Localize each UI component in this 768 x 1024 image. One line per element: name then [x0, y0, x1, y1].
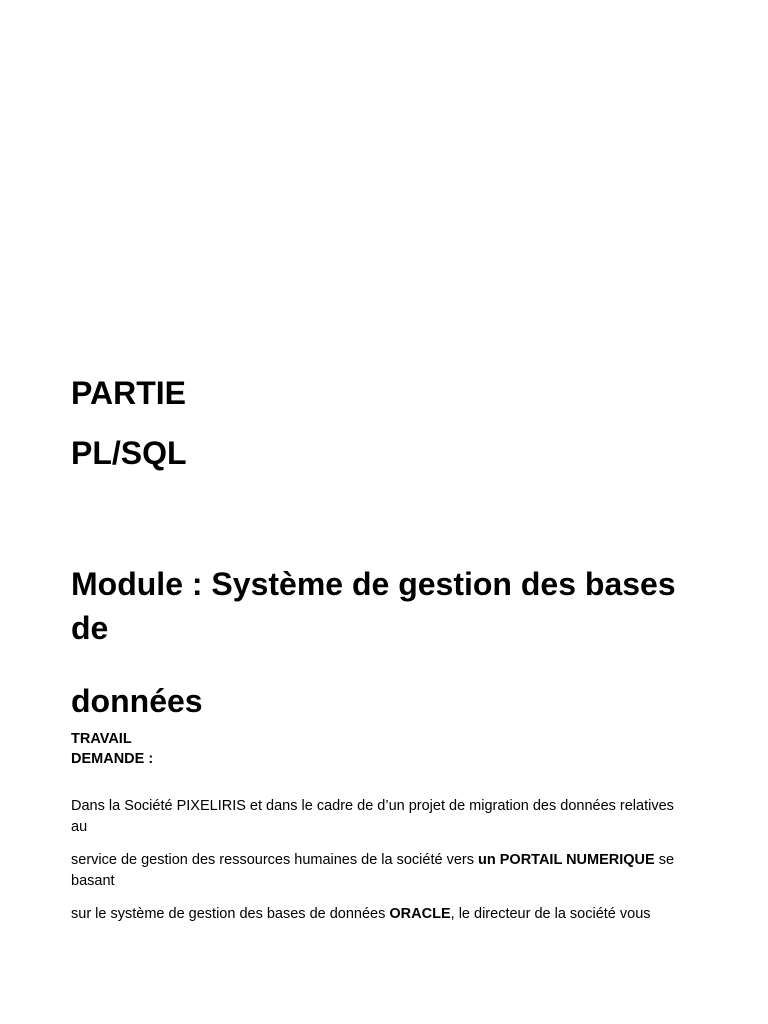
paragraph-portail-text-end: se basant — [71, 852, 675, 889]
oracle-emphasis: ORACLE — [389, 906, 451, 922]
travail-heading-line2: DEMANDE : — [71, 751, 154, 767]
travail-heading-line1: TRAVAIL — [71, 731, 132, 747]
travail-demande-heading — [71, 729, 153, 769]
paragraph-portail — [71, 850, 691, 892]
paragraph-oracle-text-end: , le directeur de la société vous — [450, 906, 651, 922]
module-heading-continued: données — [71, 683, 203, 719]
module-heading: Module : Système de gestion des bases de — [71, 566, 676, 646]
partie-heading-line2: PL/SQL — [71, 435, 187, 471]
paragraph-intro: Dans la Société PIXELIRIS et dans le cadre de d’un projet de migration des données relatives au — [71, 798, 674, 835]
paragraph-oracle — [71, 904, 691, 925]
paragraph-portail-text: service de gestion des ressources humaines de la société vers — [71, 852, 479, 868]
paragraph-oracle-text: sur le système de gestion des bases de données — [71, 906, 390, 922]
partie-heading-line1: PARTIE — [71, 375, 186, 411]
portail-numerique-emphasis: un PORTAIL NUMERIQUE — [478, 852, 655, 868]
partie-heading — [71, 363, 187, 483]
